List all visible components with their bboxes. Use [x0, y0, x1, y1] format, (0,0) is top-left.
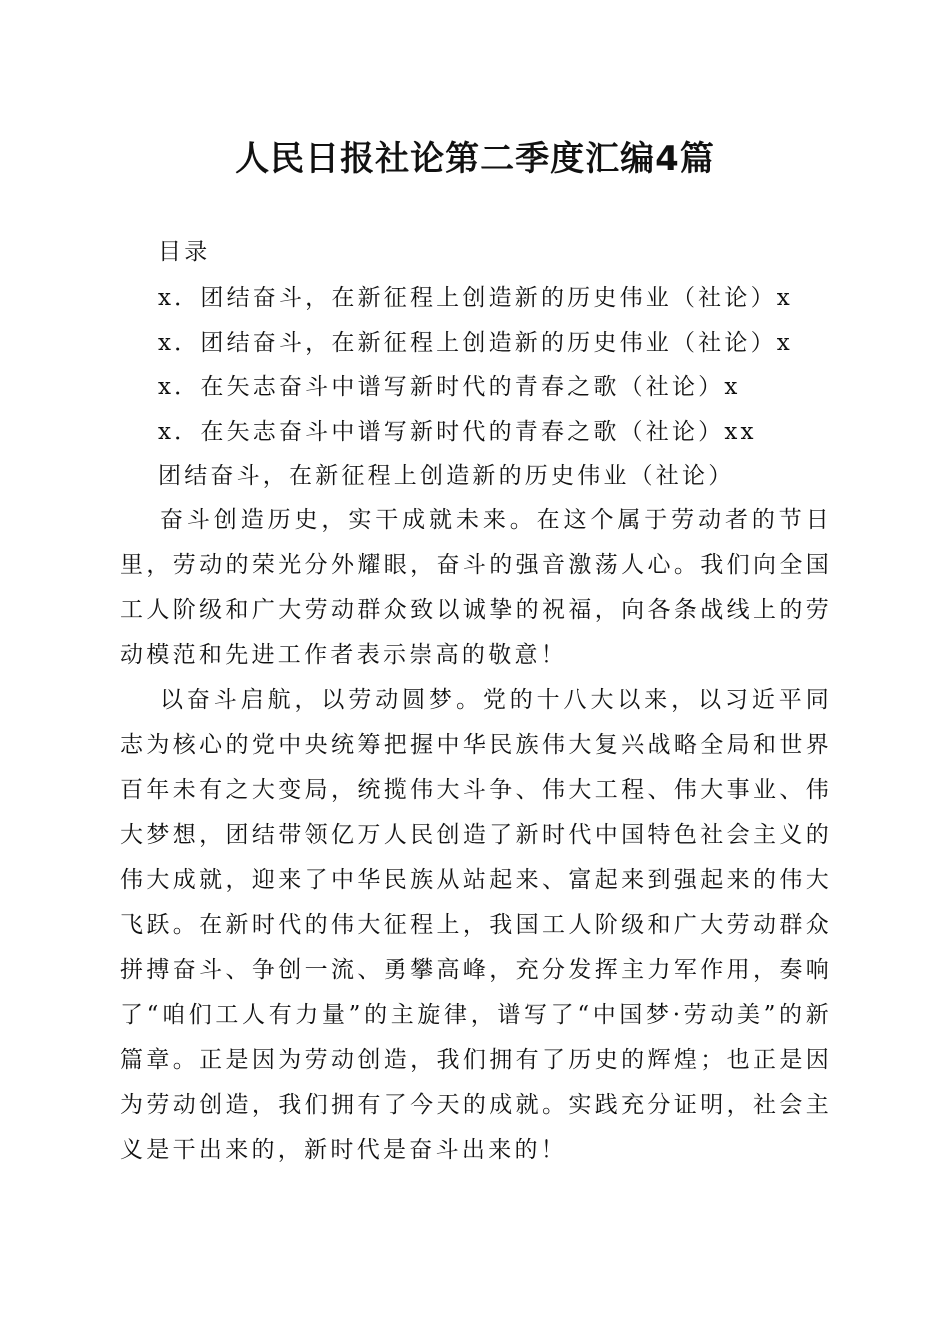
toc-item[interactable]: x．团结奋斗，在新征程上创造新的历史伟业（社论）x [158, 285, 793, 311]
body-paragraph: 以奋斗启航，以劳动圆梦。党的十八大以来，以习近平同志为核心的党中央统筹把握中华民族伟大复兴战略全局和世界百年未有之大变局，统揽伟大斗争、伟大工程、伟大事业、伟大梦想，团结带领亿万人民创造了新时代中国特色社会主义的伟大成就，迎来了中华民族从站起来、富起来到强起来的伟大飞跃。在新时代的伟大征程上，我国工人阶级和广大劳动群众拼搏奋斗、争创一流、勇攀高峰，充分发挥主力军作用，奏响了“咱们工人有力量”的主旋律，谱写了“中国梦·劳动美”的新篇章。正是因为劳动创造，我们拥有了历史的辉煌；也正是因为劳动创造，我们拥有了今天的成就。实践充分证明，社会主义是干出来的，新时代是奋斗出来的！ [120, 687, 832, 1163]
toc-item[interactable]: x．在矢志奋斗中谱写新时代的青春之歌（社论）xx [158, 419, 757, 445]
toc-item[interactable]: x．在矢志奋斗中谱写新时代的青春之歌（社论）x [158, 374, 741, 400]
section-title: 团结奋斗，在新征程上创造新的历史伟业（社论） [158, 463, 735, 489]
document-title: 人民日报社论第二季度汇编4篇 [235, 139, 715, 179]
body-paragraph: 奋斗创造历史，实干成就未来。在这个属于劳动者的节日里，劳动的荣光分外耀眼，奋斗的强音激荡人心。我们向全国工人阶级和广大劳动群众致以诚挚的祝福，向各条战线上的劳动模范和先进工作者表示崇高的敬意！ [120, 507, 832, 668]
toc-item[interactable]: x．团结奋斗，在新征程上创造新的历史伟业（社论）x [158, 330, 793, 356]
toc-label: 目录 [158, 239, 211, 265]
